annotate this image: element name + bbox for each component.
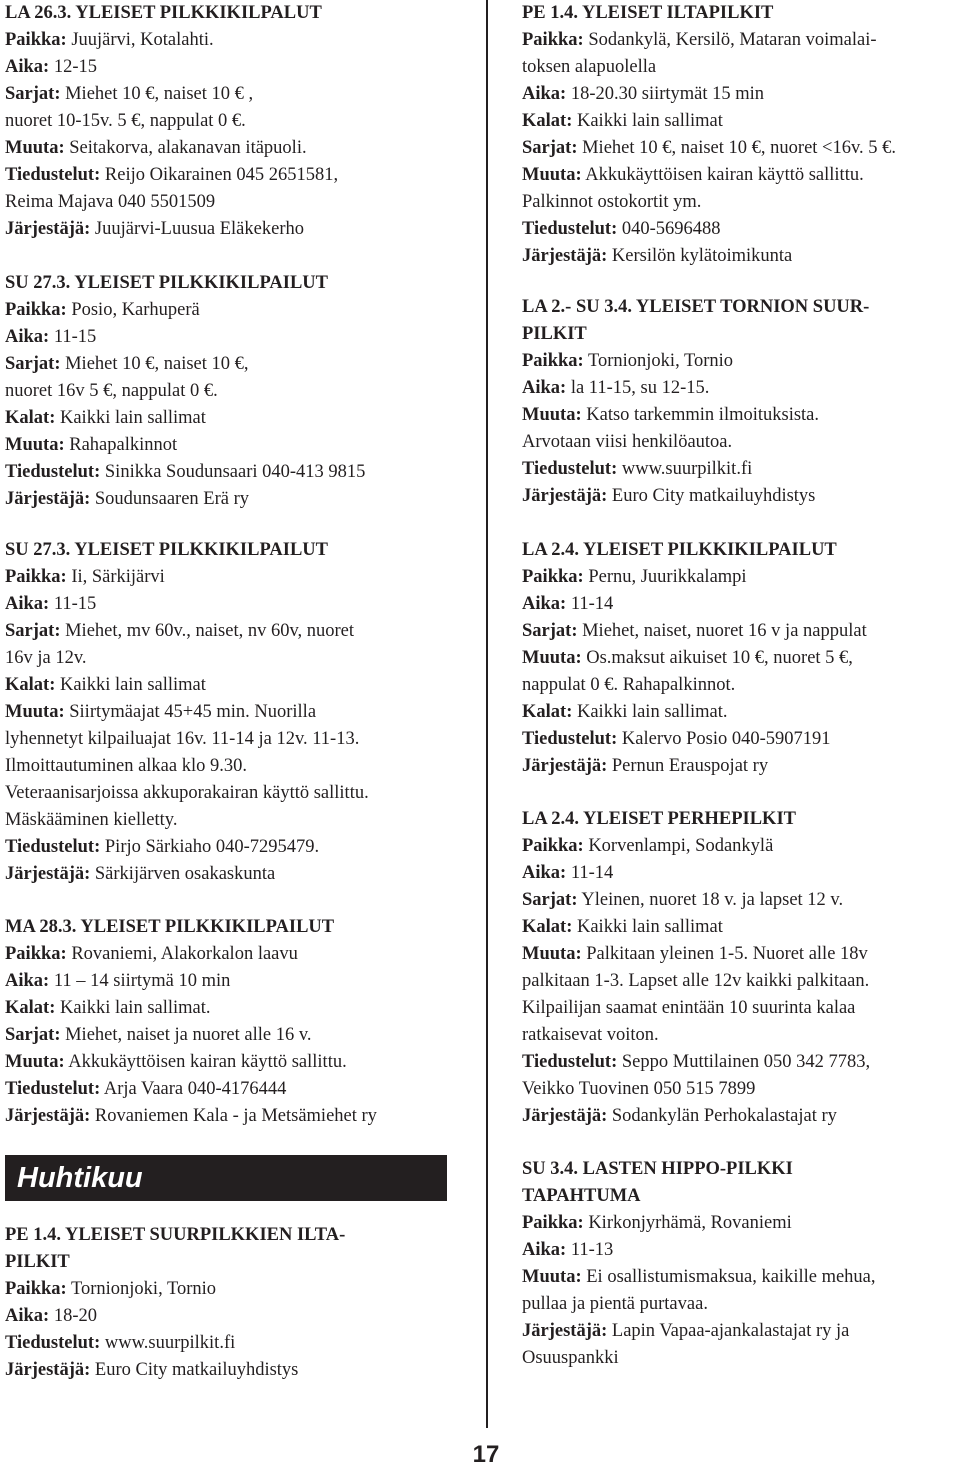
field-value: Mäskääminen kielletty. xyxy=(5,810,178,830)
event-line xyxy=(5,459,457,486)
event-entry xyxy=(5,0,457,243)
field-value: Kilpailijan saamat enintään 10 suurinta kalaa xyxy=(522,998,856,1018)
field-label: Sarjat: xyxy=(522,890,578,910)
event-line xyxy=(522,243,960,270)
event-line xyxy=(5,995,457,1022)
field-label: Muuta: xyxy=(522,165,582,185)
event-line xyxy=(522,348,960,375)
event-entry xyxy=(522,806,960,1130)
field-label: Järjestäjä: xyxy=(5,864,91,884)
event-line xyxy=(522,753,960,780)
field-label: Järjestäjä: xyxy=(522,756,608,776)
field-value: Korvenlampi, Sodankylä xyxy=(583,836,774,856)
field-value: Miehet 10 €, naiset 10 €, xyxy=(60,354,249,374)
field-value: Kirkonjyrhämä, Rovaniemi xyxy=(583,1213,792,1233)
event-line xyxy=(522,135,960,162)
field-value: Siirtymäajat 45+45 min. Nuorilla xyxy=(64,702,317,722)
field-label: Aika: xyxy=(5,1306,50,1326)
event-line xyxy=(522,54,960,81)
event-title-continued: PILKIT xyxy=(522,324,587,344)
event-line xyxy=(522,914,960,941)
field-value: Palkitaan yleinen 1-5. Nuoret alle 18v xyxy=(581,944,868,964)
field-value: Euro City matkailuyhdistys xyxy=(607,486,816,506)
field-value: Miehet, naiset, nuoret 16 v ja nappulat xyxy=(577,621,867,641)
event-line xyxy=(5,405,457,432)
month-heading: Huhtikuu xyxy=(17,1162,143,1194)
event-line xyxy=(522,833,960,860)
field-label: Järjestäjä: xyxy=(522,1106,608,1126)
event-entry xyxy=(522,0,960,270)
field-label: Paikka: xyxy=(522,567,584,587)
field-value: Kalervo Posio 040-5907191 xyxy=(617,729,831,749)
event-line xyxy=(522,699,960,726)
field-value: Sinikka Soudunsaari 040-413 9815 xyxy=(100,462,366,482)
event-line xyxy=(5,351,457,378)
field-value: Pirjo Särkiaho 040-7295479. xyxy=(100,837,320,857)
field-value: 11-15 xyxy=(49,594,97,614)
field-value: Kaikki lain sallimat. xyxy=(572,702,728,722)
field-label: Tiedustelut: xyxy=(5,165,101,185)
field-value: Pernun Erauspojat ry xyxy=(607,756,769,776)
field-label: Tiedustelut: xyxy=(5,1333,101,1353)
field-value: Sodankylä, Kersilö, Mataran voimalai- xyxy=(583,30,877,50)
field-value: toksen alapuolella xyxy=(522,57,657,77)
field-value: Akkukäyttöisen kairan käyttö sallittu. xyxy=(64,1052,347,1072)
field-label: Kalat: xyxy=(522,702,573,722)
field-value: nuoret 16v 5 €, nappulat 0 €. xyxy=(5,381,218,401)
field-label: Kalat: xyxy=(5,408,56,428)
event-line xyxy=(522,995,960,1022)
event-line xyxy=(5,1022,457,1049)
field-label: Tiedustelut: xyxy=(5,462,101,482)
event-line xyxy=(5,27,457,54)
field-label: Järjestäjä: xyxy=(522,1321,608,1341)
field-label: Sarjat: xyxy=(5,354,61,374)
field-value: Reima Majava 040 5501509 xyxy=(5,192,216,212)
event-line xyxy=(522,1291,960,1318)
month-heading-band xyxy=(5,1155,447,1201)
field-label: Paikka: xyxy=(522,351,584,371)
field-value: Rovaniemi, Alakorkalon laavu xyxy=(66,944,298,964)
field-label: Aika: xyxy=(522,863,567,883)
field-label: Kalat: xyxy=(522,111,573,131)
event-entry xyxy=(522,537,960,780)
event-line xyxy=(522,81,960,108)
event-line xyxy=(5,618,457,645)
field-value: Kaikki lain sallimat xyxy=(55,408,206,428)
field-value: Veikko Tuovinen 050 515 7899 xyxy=(522,1079,756,1099)
field-value: Sodankylän Perhokalastajat ry xyxy=(607,1106,837,1126)
event-line xyxy=(5,162,457,189)
event-line xyxy=(5,726,457,753)
event-line xyxy=(5,1103,457,1130)
field-label: Aika: xyxy=(522,378,567,398)
event-line xyxy=(5,432,457,459)
field-value: 12-15 xyxy=(49,57,97,77)
field-label: Paikka: xyxy=(5,300,67,320)
field-label: Aika: xyxy=(522,1240,567,1260)
event-line xyxy=(5,324,457,351)
event-line xyxy=(5,699,457,726)
field-value: ratkaisevat voiton. xyxy=(522,1025,659,1045)
field-value: 11-13 xyxy=(566,1240,614,1260)
event-line xyxy=(522,726,960,753)
event-title: SU 27.3. YLEISET PILKKIKILPAILUT xyxy=(5,540,328,560)
field-label: Paikka: xyxy=(5,944,67,964)
event-title: SU 3.4. LASTEN HIPPO-PILKKI xyxy=(522,1159,793,1179)
event-entry xyxy=(5,1222,457,1384)
field-label: Aika: xyxy=(5,57,50,77)
field-label: Järjestäjä: xyxy=(5,1106,91,1126)
event-title: LA 26.3. YLEISET PILKKIKILPALUT xyxy=(5,3,322,23)
event-entry xyxy=(5,537,457,888)
field-label: Järjestäjä: xyxy=(5,219,91,239)
event-line xyxy=(5,216,457,243)
event-line xyxy=(5,108,457,135)
field-label: Tiedustelut: xyxy=(522,459,618,479)
event-line xyxy=(522,618,960,645)
event-entry xyxy=(5,914,457,1130)
field-label: Kalat: xyxy=(5,675,56,695)
event-title-continued: PILKIT xyxy=(5,1252,70,1272)
event-line xyxy=(522,941,960,968)
event-line xyxy=(522,456,960,483)
event-line xyxy=(522,216,960,243)
field-label: Kalat: xyxy=(5,998,56,1018)
field-value: Yleinen, nuoret 18 v. ja lapset 12 v. xyxy=(577,890,844,910)
field-value: Särkijärven osakaskunta xyxy=(90,864,276,884)
event-line xyxy=(522,1049,960,1076)
field-value: Miehet, mv 60v., naiset, nv 60v, nuoret xyxy=(60,621,355,641)
field-label: Muuta: xyxy=(5,702,65,722)
field-label: Muuta: xyxy=(5,138,65,158)
field-label: Aika: xyxy=(522,84,567,104)
field-value: Kaikki lain sallimat xyxy=(55,675,206,695)
event-line xyxy=(5,645,457,672)
event-line xyxy=(522,402,960,429)
field-label: Järjestäjä: xyxy=(522,246,608,266)
event-line xyxy=(5,189,457,216)
field-value: Os.maksut aikuiset 10 €, nuoret 5 €, xyxy=(581,648,853,668)
field-value: Seitakorva, alakanavan itäpuoli. xyxy=(64,138,307,158)
field-value: Kaikki lain sallimat. xyxy=(55,998,211,1018)
event-line xyxy=(522,27,960,54)
field-label: Paikka: xyxy=(5,567,67,587)
event-line xyxy=(5,1276,457,1303)
event-line xyxy=(522,162,960,189)
event-entry xyxy=(5,270,457,513)
field-label: Muuta: xyxy=(522,944,582,964)
field-value: Rahapalkinnot xyxy=(64,435,178,455)
field-label: Paikka: xyxy=(522,836,584,856)
event-line xyxy=(522,108,960,135)
field-value: nuoret 10-15v. 5 €, nappulat 0 €. xyxy=(5,111,246,131)
event-line xyxy=(522,645,960,672)
field-label: Aika: xyxy=(522,594,567,614)
event-line xyxy=(522,1237,960,1264)
field-value: 040-5696488 xyxy=(617,219,721,239)
event-line xyxy=(5,807,457,834)
event-line xyxy=(522,887,960,914)
field-value: 18-20.30 siirtymät 15 min xyxy=(566,84,765,104)
field-value: www.suurpilkit.fi xyxy=(100,1333,236,1353)
field-label: Muuta: xyxy=(522,405,582,425)
field-label: Tiedustelut: xyxy=(5,1079,101,1099)
field-label: Aika: xyxy=(5,327,50,347)
field-value: lyhennetyt kilpailuajat 16v. 11-14 ja 12v. 11-13. xyxy=(5,729,360,749)
event-line xyxy=(5,753,457,780)
field-label: Kalat: xyxy=(522,917,573,937)
event-line xyxy=(522,189,960,216)
field-value: Miehet, naiset ja nuoret alle 16 v. xyxy=(60,1025,312,1045)
field-label: Tiedustelut: xyxy=(5,837,101,857)
field-value: Juujärvi-Luusua Eläkekerho xyxy=(90,219,304,239)
field-value: Miehet 10 €, naiset 10 €, nuoret <16v. 5 €. xyxy=(577,138,897,158)
field-value: 11 – 14 siirtymä 10 min xyxy=(49,971,231,991)
event-line xyxy=(5,1076,457,1103)
event-line xyxy=(522,591,960,618)
field-value: Palkinnot ostokortit ym. xyxy=(522,192,702,212)
field-value: 11-15 xyxy=(49,327,97,347)
event-line xyxy=(522,672,960,699)
event-title: PE 1.4. YLEISET ILTAPILKIT xyxy=(522,3,774,23)
event-line xyxy=(5,54,457,81)
field-value: Juujärvi, Kotalahti. xyxy=(66,30,214,50)
field-value: 11-14 xyxy=(566,594,614,614)
event-line xyxy=(5,834,457,861)
field-value: Ii, Särkijärvi xyxy=(66,567,165,587)
event-line xyxy=(522,860,960,887)
field-value: Akkukäyttöisen kairan käyttö sallittu. xyxy=(581,165,864,185)
event-line xyxy=(522,1022,960,1049)
field-value: Tornionjoki, Tornio xyxy=(66,1279,217,1299)
field-value: www.suurpilkit.fi xyxy=(617,459,753,479)
field-label: Aika: xyxy=(5,971,50,991)
event-line xyxy=(522,1264,960,1291)
field-value: Soudunsaaren Erä ry xyxy=(90,489,250,509)
event-line xyxy=(5,1049,457,1076)
event-line xyxy=(5,1303,457,1330)
field-value: Tornionjoki, Tornio xyxy=(583,351,734,371)
field-value: Veteraanisarjoissa akkuporakairan käyttö sallittu. xyxy=(5,783,369,803)
event-line xyxy=(522,1345,960,1372)
event-line xyxy=(522,968,960,995)
event-line xyxy=(522,375,960,402)
field-label: Tiedustelut: xyxy=(522,729,618,749)
field-value: Kaikki lain sallimat xyxy=(572,111,723,131)
field-value: Euro City matkailuyhdistys xyxy=(90,1360,299,1380)
field-label: Paikka: xyxy=(522,1213,584,1233)
field-value: Posio, Karhuperä xyxy=(66,300,200,320)
event-line xyxy=(5,1357,457,1384)
field-value: Arja Vaara 040-4176444 xyxy=(100,1079,287,1099)
field-value: Lapin Vapaa-ajankalastajat ry ja xyxy=(607,1321,850,1341)
event-line xyxy=(5,941,457,968)
field-label: Paikka: xyxy=(5,1279,67,1299)
event-title: LA 2.4. YLEISET PILKKIKILPAILUT xyxy=(522,540,837,560)
field-label: Muuta: xyxy=(5,435,65,455)
event-line xyxy=(522,1318,960,1345)
field-value: Kersilön kylätoimikunta xyxy=(607,246,793,266)
column-divider xyxy=(486,0,488,1428)
event-title-continued: TAPAHTUMA xyxy=(522,1186,641,1206)
event-line xyxy=(5,591,457,618)
field-value: Pernu, Juurikkalampi xyxy=(583,567,747,587)
field-value: Seppo Muttilainen 050 342 7783, xyxy=(617,1052,871,1072)
field-label: Sarjat: xyxy=(522,138,578,158)
field-label: Sarjat: xyxy=(5,1025,61,1045)
field-label: Aika: xyxy=(5,594,50,614)
field-label: Paikka: xyxy=(5,30,67,50)
event-title: PE 1.4. YLEISET SUURPILKKIEN ILTA- xyxy=(5,1225,346,1245)
event-line xyxy=(5,486,457,513)
field-value: Ei osallistumismaksua, kaikille mehua, xyxy=(581,1267,876,1287)
event-line xyxy=(5,672,457,699)
field-value: Reijo Oikarainen 045 2651581, xyxy=(100,165,339,185)
field-value: 11-14 xyxy=(566,863,614,883)
event-line xyxy=(5,297,457,324)
event-entry xyxy=(522,294,960,510)
field-value: 18-20 xyxy=(49,1306,97,1326)
field-value: Miehet 10 €, naiset 10 € , xyxy=(60,84,254,104)
field-value: la 11-15, su 12-15. xyxy=(566,378,710,398)
field-value: Osuuspankki xyxy=(522,1348,619,1368)
field-value: 16v ja 12v. xyxy=(5,648,87,668)
event-line xyxy=(522,564,960,591)
event-line xyxy=(522,1076,960,1103)
event-line xyxy=(522,1210,960,1237)
field-value: Kaikki lain sallimat xyxy=(572,917,723,937)
event-line xyxy=(522,483,960,510)
event-entry xyxy=(522,1156,960,1372)
field-value: pullaa ja pientä purtavaa. xyxy=(522,1294,708,1314)
field-label: Järjestäjä: xyxy=(522,486,608,506)
event-line xyxy=(5,780,457,807)
field-label: Muuta: xyxy=(522,1267,582,1287)
event-title: LA 2.4. YLEISET PERHEPILKIT xyxy=(522,809,796,829)
event-title: SU 27.3. YLEISET PILKKIKILPAILUT xyxy=(5,273,328,293)
field-value: Rovaniemen Kala - ja Metsämiehet ry xyxy=(90,1106,377,1126)
field-label: Muuta: xyxy=(5,1052,65,1072)
field-label: Tiedustelut: xyxy=(522,1052,618,1072)
field-value: Katso tarkemmin ilmoituksista. xyxy=(581,405,820,425)
field-label: Paikka: xyxy=(522,30,584,50)
event-title: MA 28.3. YLEISET PILKKIKILPAILUT xyxy=(5,917,335,937)
field-value: palkitaan 1-3. Lapset alle 12v kaikki palkitaan. xyxy=(522,971,870,991)
field-label: Sarjat: xyxy=(522,621,578,641)
field-label: Sarjat: xyxy=(5,84,61,104)
field-label: Järjestäjä: xyxy=(5,1360,91,1380)
event-title: LA 2.- SU 3.4. YLEISET TORNION SUUR- xyxy=(522,297,870,317)
event-line xyxy=(5,378,457,405)
field-value: Arvotaan viisi henkilöautoa. xyxy=(522,432,733,452)
event-line xyxy=(5,81,457,108)
field-label: Tiedustelut: xyxy=(522,219,618,239)
event-line xyxy=(5,564,457,591)
event-line xyxy=(522,429,960,456)
field-label: Järjestäjä: xyxy=(5,489,91,509)
event-line xyxy=(5,861,457,888)
field-value: nappulat 0 €. Rahapalkinnot. xyxy=(522,675,736,695)
field-label: Sarjat: xyxy=(5,621,61,641)
event-line xyxy=(5,135,457,162)
event-line xyxy=(5,968,457,995)
page-number: 17 xyxy=(472,1441,500,1468)
event-line xyxy=(522,1103,960,1130)
event-line xyxy=(5,1330,457,1357)
field-label: Muuta: xyxy=(522,648,582,668)
field-value: Ilmoittautuminen alkaa klo 9.30. xyxy=(5,756,247,776)
